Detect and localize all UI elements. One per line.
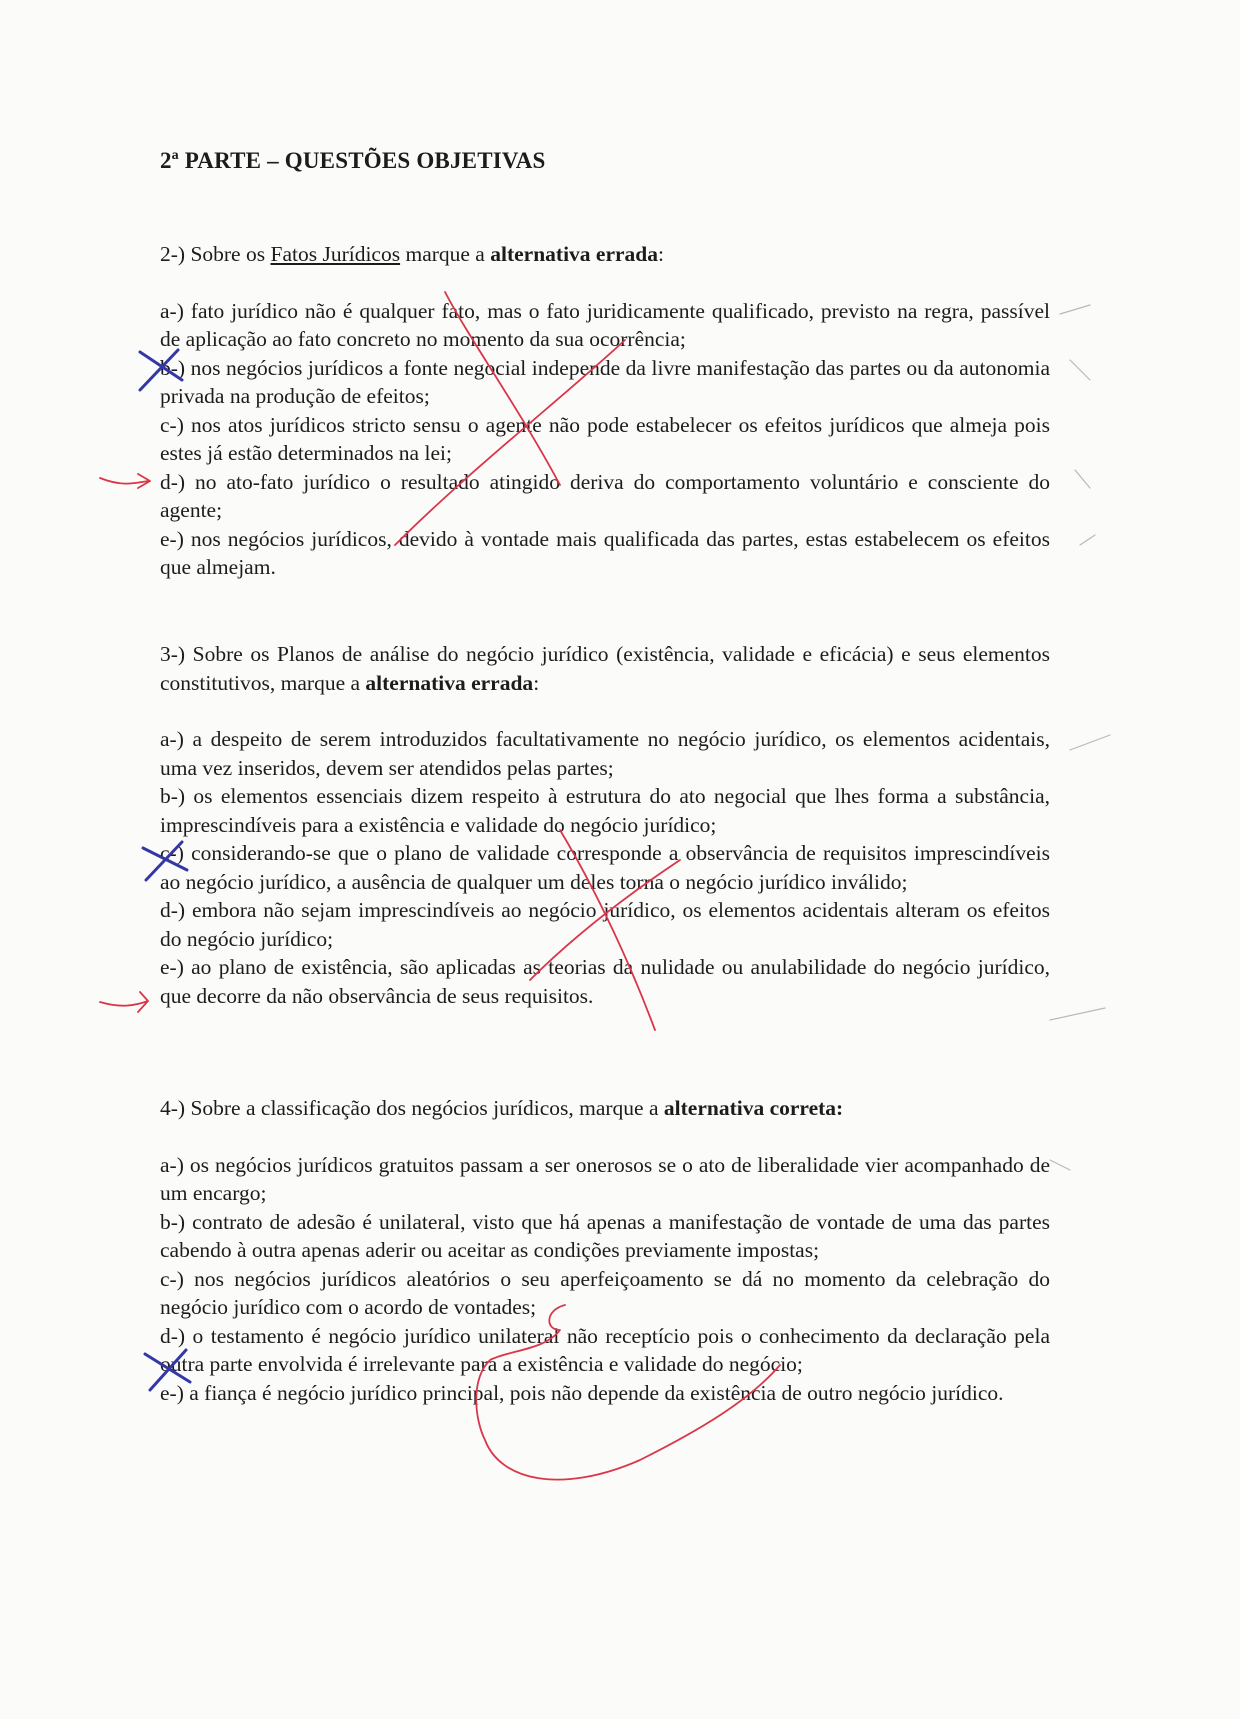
stem-emphasis: alternativa correta: [663, 1096, 844, 1120]
option-d: d-) o testamento é negócio jurídico unilateral não receptício pois o conhecimento da declaração pela outra parte envolvida é irrelevante para a existência e validade do negócio; [160, 1323, 1050, 1376]
option-e: e-) a fiança é negócio jurídico principal, pois não depende da existência de outro negócio jurídico. [160, 1380, 1004, 1405]
stem-underlined: Fatos Jurídicos [270, 242, 401, 266]
option-e: e-) nos negócios jurídicos, devido à vontade mais qualificada das partes, estas estabelecem os efeitos que almejam. [160, 526, 1050, 579]
stem-emphasis: alternativa errada [490, 242, 659, 266]
question-stem [160, 240, 1050, 269]
section-heading: 2ª PARTE – QUESTÕES OBJETIVAS [160, 148, 546, 173]
option-e: e-) ao plano de existência, são aplicadas as teorias da nulidade ou anulabilidade do negócio jurídico, que decorre da não observância de seus requisitos. [160, 955, 1050, 1008]
option-c: c-) considerando-se que o plano de validade corresponde a observância de requisitos imprescindíveis ao negócio jurídico, a ausência de qualquer um deles torna o negócio jurídico inválido; [160, 841, 1050, 894]
question-2 [160, 240, 1050, 582]
stem-text: : [533, 670, 540, 695]
option-list [160, 725, 1050, 1010]
stem-emphasis: alternativa errada [365, 670, 534, 695]
red-arrow-icon [100, 992, 148, 1012]
option-c: c-) nos atos jurídicos stricto sensu o agente não pode estabelecer os efeitos jurídicos que almeja pois estes já estão determinados na lei; [160, 412, 1050, 465]
option-b: b-) contrato de adesão é unilateral, visto que há apenas a manifestação de vontade de uma das partes cabendo à outra apenas aderir ou aceitar as condições previamente impostas; [160, 1209, 1050, 1262]
question-stem [160, 1094, 1050, 1123]
red-arrow-icon [100, 474, 150, 488]
question-stem [160, 640, 1050, 697]
stem-text: 2-) Sobre os [160, 242, 271, 266]
stem-text: : [658, 242, 664, 266]
stem-text: 4-) Sobre a classificação dos negócios jurídicos, marque a [160, 1096, 664, 1120]
option-d: d-) embora não sejam imprescindíveis ao negócio jurídico, os elementos acidentais alteram os efeitos do negócio jurídico; [160, 898, 1050, 951]
option-b: b-) os elementos essenciais dizem respeito à estrutura do ato negocial que lhes forma a substância, imprescindíveis para a existência e validade do negócio jurídico; [160, 784, 1050, 837]
stem-text: marque a [400, 242, 491, 266]
option-list [160, 297, 1050, 582]
option-d: d-) no ato-fato jurídico o resultado atingido deriva do comportamento voluntário e consciente do agente; [160, 469, 1050, 522]
pencil-tick-mark [1050, 305, 1110, 1170]
option-a: a-) os negócios jurídicos gratuitos passam a ser onerosos se o ato de liberalidade vier acompanhado de um encargo; [160, 1152, 1050, 1205]
option-list [160, 1151, 1050, 1408]
option-c: c-) nos negócios jurídicos aleatórios o seu aperfeiçoamento se dá no momento da celebração do negócio jurídico com o acordo de vontades; [160, 1266, 1050, 1319]
option-a: a-) fato jurídico não é qualquer fato, mas o fato juridicamente qualificado, previsto na regra, passível de aplicação ao fato concreto no momento da sua ocorrência; [160, 298, 1050, 351]
stem-text: 3-) Sobre os Planos de análise do negócio jurídico (existência, validade e eficácia) e seus elementos constitutivos, marque a [160, 642, 1050, 695]
question-4 [160, 1094, 1050, 1407]
question-3 [160, 640, 1050, 1010]
option-b: b-) nos negócios jurídicos a fonte negocial independe da livre manifestação das partes ou da autonomia privada na produção de efeitos; [160, 355, 1050, 408]
option-a: a-) a despeito de serem introduzidos facultativamente no negócio jurídico, os elementos acidentais, uma vez inseridos, devem ser atendidos pelas partes; [160, 727, 1050, 780]
